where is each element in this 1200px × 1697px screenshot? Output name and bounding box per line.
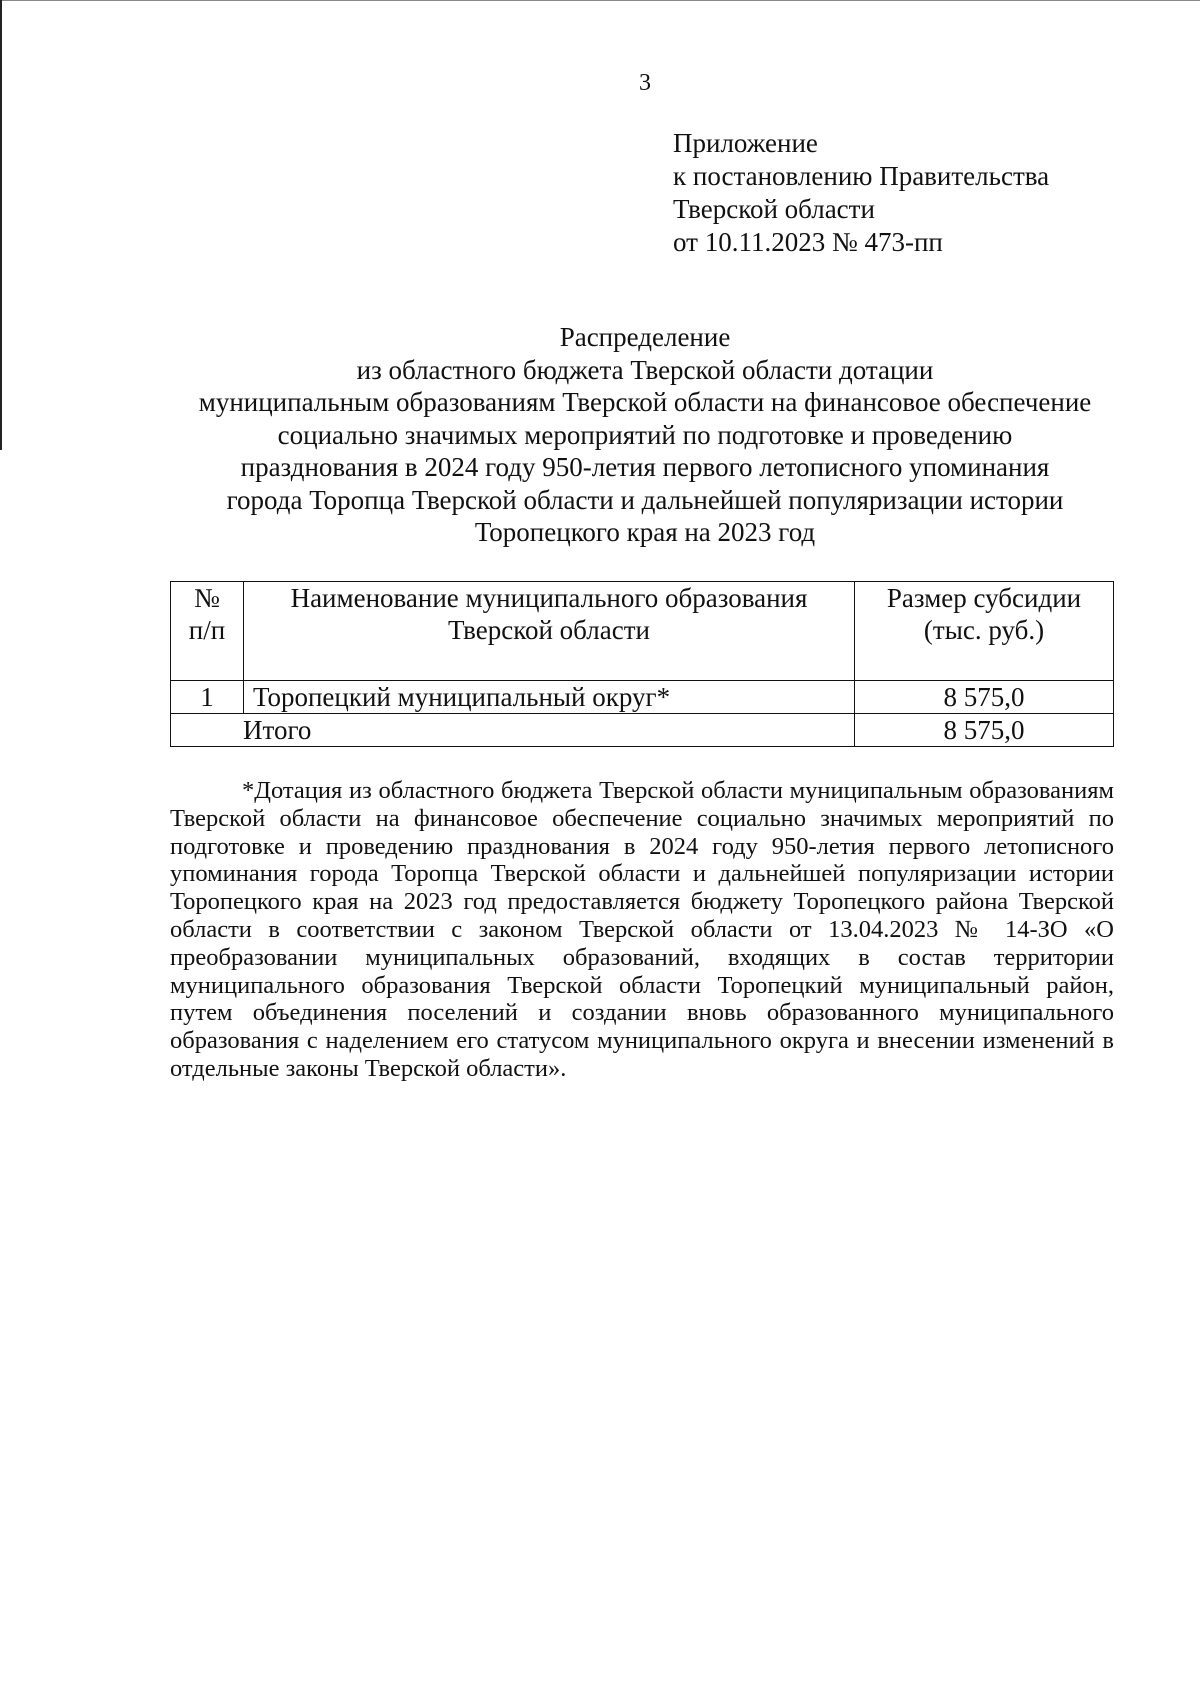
appendix-date-number: от 10.11.2023 № 473-пп: [673, 227, 943, 257]
table-header-row: [171, 582, 1114, 681]
title-line: празднования в 2024 году 950-летия первого летописного упоминания: [240, 452, 1050, 482]
header-name-line: Тверской области: [448, 615, 650, 645]
scan-edge-left: [0, 0, 2, 450]
header-amount: [855, 582, 1114, 681]
scan-edge-top: [0, 0, 1200, 1]
document-title: [150, 321, 1140, 549]
title-line: социально значимых мероприятий по подготовке и проведению: [277, 419, 1013, 450]
header-num-line: п/п: [188, 615, 226, 645]
title-line: муниципальным образованиям Тверской области на финансовое обеспечение: [198, 387, 1092, 417]
distribution-table: [170, 581, 1114, 747]
footnote: *Дотация из областного бюджета Тверской области муниципальным образованиям Тверской области на финансовое обеспечение социально значимых мероприятий по подготовке и проведению празднования в 2024 году 950-летия первого летописного упоминания города Торопца Тверской области и дальнейшей популяризации истории Торопецкого края на 2023 год предоставляется бюджету Торопецкого района Тверской области в соответствии с законом Тверской области от 13.04.2023 № 14-ЗО «О преобразовании муниципальных образований, входящих в состав территории муниципального образования Тверской области Торопецкий муниципальный район, путем объединения поселений и создании вновь образованного муниципального образования с наделением его статусом муниципального округа и внесении изменений в отдельные законы Тверской области».: [170, 777, 1114, 1082]
total-amount: 8 575,0: [855, 714, 1114, 747]
page-number: 3: [639, 70, 651, 96]
header-name-line: Наименование муниципального образования: [290, 583, 808, 613]
header-num-line: №: [194, 583, 220, 613]
row-num: 1: [171, 681, 244, 714]
title-line: Торопецкого края на 2023 год: [474, 517, 816, 547]
appendix-line: к постановлению Правительства: [673, 161, 1050, 191]
appendix-line: Тверской области: [673, 194, 875, 224]
appendix-line: Приложение: [673, 128, 818, 158]
header-num: [171, 582, 244, 681]
total-label: Итого: [171, 714, 855, 747]
row-name: Торопецкий муниципальный округ*: [244, 681, 855, 714]
title-line: города Торопца Тверской области и дальнейшей популяризации истории: [226, 484, 1064, 515]
header-amount-line: (тыс. руб.): [923, 615, 1045, 645]
row-amount: 8 575,0: [855, 681, 1114, 714]
header-amount-line: Размер субсидии: [886, 583, 1082, 613]
table-row: [171, 681, 1114, 714]
header-name: [244, 582, 855, 681]
title-line: Распределение: [559, 322, 731, 352]
table-total-row: [171, 714, 1114, 747]
title-line: из областного бюджета Тверской области дотации: [356, 354, 934, 385]
appendix-block: [673, 127, 1049, 259]
